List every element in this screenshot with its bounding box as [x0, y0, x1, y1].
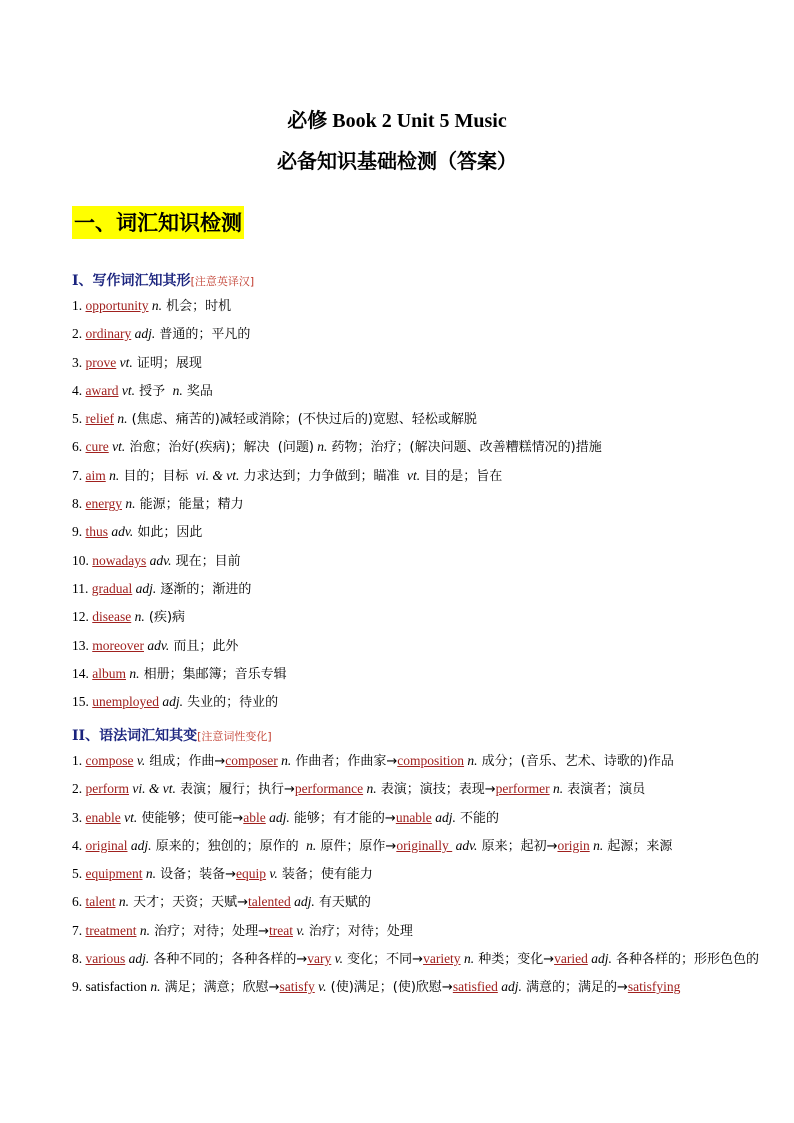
answer-word: album [92, 665, 126, 681]
list-item [72, 462, 732, 490]
part-of-speech: vt. [403, 467, 421, 483]
answer-word: satisfying [627, 979, 681, 995]
part-of-speech: adj. [125, 951, 150, 967]
part-of-speech: n. [313, 439, 328, 455]
part-of-speech: n. [549, 781, 564, 797]
part-of-speech: n. [122, 496, 136, 512]
definition-text: 普通的；平凡的 [155, 327, 251, 343]
part-of-speech: adj. [290, 894, 315, 910]
part1-heading [72, 270, 254, 290]
item-number: 6. [72, 894, 86, 910]
part-of-speech: n. [148, 298, 162, 313]
definition-text: 原来的；独创的；原作的 [151, 838, 303, 854]
definition-text: 逐渐的；渐进的 [156, 581, 252, 597]
part1-word-list [72, 292, 732, 716]
list-item [72, 575, 732, 603]
part-of-speech: n. [464, 753, 478, 768]
answer-word: origin [557, 837, 590, 853]
answer-word: opportunity [85, 298, 149, 313]
list-item [72, 349, 732, 377]
list-item [72, 888, 732, 916]
answer-word: perform [85, 781, 129, 797]
part-of-speech: v. [331, 951, 344, 967]
part-of-speech: adv. [108, 524, 134, 540]
answer-word: award [85, 382, 119, 398]
item-number: 12. [72, 609, 93, 625]
item-number: 10. [72, 552, 93, 568]
list-item [72, 603, 732, 631]
part2-label: II、语法词汇知其变 [72, 728, 198, 744]
page-title: 必修 Book 2 Unit 5 Music [287, 110, 507, 132]
definition-text: 使能够；使可能→ [137, 810, 244, 826]
list-item [72, 747, 732, 775]
answer-word: satisfy [279, 979, 315, 995]
definition-text: 原件；原作→ [316, 838, 397, 854]
answer-word: relief [85, 411, 114, 427]
definition-text: 目的；目标 [119, 468, 193, 484]
part-of-speech: vt. [120, 809, 138, 825]
part-of-speech: n. [136, 922, 150, 938]
answer-word: varied [554, 951, 588, 967]
part1-note: [注意英译汉] [190, 275, 255, 288]
part-of-speech: vt. [108, 439, 126, 455]
part2-note: [注意词性变化] [197, 730, 272, 743]
list-item [72, 945, 759, 973]
part-of-speech: vi. & vt. [128, 781, 176, 797]
part-of-speech: adj. [587, 951, 612, 967]
answer-word: energy [85, 496, 122, 512]
part-of-speech: vi. & vt. [192, 467, 240, 483]
answer-word: cure [85, 439, 109, 455]
part-of-speech: n. [302, 837, 317, 853]
answer-word: performance [294, 781, 364, 797]
answer-word: treatment [85, 922, 137, 938]
answer-word: talent [85, 894, 116, 910]
list-item [72, 433, 732, 461]
definition-text: 而且；此外 [169, 638, 239, 654]
part-of-speech: adv. [143, 637, 170, 653]
answer-word: composition [397, 753, 465, 768]
answer-word: thus [85, 524, 109, 540]
definition-text: 能源；能量；精力 [135, 497, 244, 513]
answer-word: original [85, 837, 128, 853]
list-item [72, 405, 732, 433]
list-item [72, 775, 732, 803]
definition-text: 药物；治疗；(解决问题、改善糟糕情况的)措施 [327, 440, 602, 456]
item-number: 11. [72, 580, 92, 596]
part-of-speech: n. [460, 951, 475, 967]
answer-word: nowadays [92, 552, 147, 568]
part-of-speech: n. [146, 979, 161, 995]
answer-word: composer [225, 753, 278, 768]
item-number: 7. [72, 922, 86, 938]
answer-word: enable [85, 809, 121, 825]
definition-text: 起源；来源 [603, 838, 673, 854]
item-number: 9. [72, 524, 86, 540]
definition-text: 能够；有才能的→ [289, 810, 396, 826]
list-item [72, 632, 732, 660]
definition-text: 授予 [134, 383, 170, 399]
definition-text: 机会；时机 [162, 299, 232, 314]
part-of-speech: v. [314, 979, 327, 995]
item-number: 2. [72, 781, 86, 797]
item-number: 9. [72, 979, 86, 995]
answer-word: equip [236, 866, 267, 882]
definition-text: 天才；天资；天赋→ [129, 895, 249, 911]
part-of-speech: adj. [131, 326, 156, 342]
answer-word: variety [423, 951, 461, 967]
part-of-speech: n. [131, 609, 145, 625]
part-of-speech: v. [266, 866, 278, 882]
part2-word-list [72, 747, 759, 1002]
answer-word: talented [248, 894, 291, 910]
answer-word: disease [92, 609, 132, 625]
definition-text: 满意的；满足的→ [521, 980, 628, 996]
part-of-speech: adv. [452, 837, 478, 853]
part-of-speech: n. [115, 894, 129, 910]
item-number: 3. [72, 354, 86, 370]
list-item [72, 292, 732, 320]
definition-text: 治愈；治好(疾病)；解决 (问题) [125, 440, 314, 456]
definition-text: 失业的；待业的 [183, 695, 279, 711]
definition-text: 如此；因此 [133, 525, 203, 541]
definition-text: (焦虑、痛苦的)减轻或消除；(不快过后的)宽慰、轻松或解脱 [127, 412, 477, 428]
answer-word: aim [85, 467, 106, 483]
definition-text: 治疗；对待；处理→ [149, 923, 270, 939]
item-number: 3. [72, 809, 86, 825]
item-number: 8. [72, 496, 86, 512]
item-number: 1. [72, 753, 86, 768]
definition-text: 证明；展现 [132, 355, 202, 371]
list-item [72, 917, 732, 945]
part-of-speech: adj. [431, 809, 456, 825]
definition-text: (疾)病 [144, 610, 186, 626]
item-number: 14. [72, 665, 93, 681]
definition-text: 目的是；旨在 [420, 468, 503, 484]
answer-word: vary [307, 951, 332, 967]
part-of-speech: adj. [159, 694, 184, 710]
item-number: 7. [72, 467, 86, 483]
answer-word: ordinary [85, 326, 132, 342]
list-item [72, 804, 732, 832]
definition-text: 成分；(音乐、艺术、诗歌的)作品 [477, 754, 674, 769]
section-heading-vocabulary: 一、词汇知识检测 [72, 206, 244, 239]
page-subtitle: 必备知识基础检测（答案） [277, 151, 517, 173]
item-number: 4. [72, 837, 86, 853]
answer-word: prove [85, 354, 117, 370]
part-of-speech: n. [105, 467, 120, 483]
item-number: 5. [72, 411, 86, 427]
definition-text: 现在；目前 [171, 553, 241, 569]
answer-word: various [85, 951, 126, 967]
answer-word: unable [395, 809, 432, 825]
definition-text: 种类；变化→ [474, 952, 555, 968]
list-item [72, 660, 732, 688]
answer-word: unemployed [92, 694, 159, 710]
answer-word: gradual [91, 580, 133, 596]
part-of-speech: n. [142, 866, 156, 882]
answer-word: compose [85, 753, 134, 768]
list-item [72, 832, 732, 860]
list-item [72, 518, 732, 546]
part-of-speech: vt. [116, 354, 133, 370]
part-of-speech: n. [169, 382, 183, 398]
list-item [72, 490, 732, 518]
item-number: 2. [72, 326, 86, 342]
definition-text: 力求达到；力争做到；瞄准 [239, 468, 404, 484]
definition-text: 不能的 [455, 810, 499, 826]
definition-text: 作曲者；作曲家→ [291, 754, 398, 769]
definition-text: 奖品 [182, 383, 213, 399]
definition-text: 满足；满意；欣慰→ [160, 980, 280, 996]
definition-text: 有天赋的 [314, 895, 371, 911]
definition-text: 各种不同的；各种各样的→ [149, 952, 308, 968]
item-number: 4. [72, 382, 86, 398]
definition-text: 装备；使有能力 [277, 867, 373, 883]
part-of-speech: n. [126, 665, 140, 681]
list-item [72, 860, 732, 888]
item-number: 6. [72, 439, 86, 455]
answer-word: originally [396, 837, 453, 853]
part-of-speech: n. [589, 837, 604, 853]
definition-text: 原来；起初→ [477, 838, 558, 854]
part-of-speech: n. [363, 781, 377, 797]
answer-word: equipment [85, 866, 143, 882]
part-of-speech: adj. [132, 580, 157, 596]
part2-heading [72, 725, 272, 745]
list-item [72, 377, 732, 405]
part-of-speech: v. [133, 753, 146, 768]
answer-word: able [243, 809, 266, 825]
list-item [72, 320, 732, 348]
part-of-speech: v. [293, 922, 305, 938]
definition-text: 表演；演技；表现→ [376, 782, 496, 798]
given-word: satisfaction [85, 979, 147, 995]
definition-text: 表演；履行；执行→ [175, 782, 295, 798]
answer-word: treat [269, 922, 293, 938]
answer-word: moreover [92, 637, 144, 653]
part-of-speech: adj. [265, 809, 290, 825]
part-of-speech: n. [277, 753, 292, 768]
definition-text: 相册；集邮簿；音乐专辑 [139, 666, 287, 682]
part-of-speech: n. [113, 411, 128, 427]
definition-text: 变化；不同→ [343, 952, 424, 968]
part-of-speech: adj. [127, 837, 152, 853]
part-of-speech: adj. [497, 979, 522, 995]
list-item [72, 547, 732, 575]
item-number: 15. [72, 694, 93, 710]
item-number: 8. [72, 951, 86, 967]
definition-text: (使)满足；(使)欣慰→ [326, 980, 453, 996]
definition-text: 组成；作曲→ [145, 754, 226, 769]
part-of-speech: adv. [146, 552, 172, 568]
definition-text: 各种各样的；形形色色的 [611, 952, 759, 968]
item-number: 1. [72, 298, 86, 313]
definition-text: 治疗；对待；处理 [304, 923, 413, 939]
definition-text: 表演者；演员 [563, 782, 646, 798]
definition-text: 设备；装备→ [156, 867, 237, 883]
answer-word: performer [495, 781, 550, 797]
part1-label: I、写作词汇知其形 [72, 273, 191, 289]
answer-word: satisfied [452, 979, 498, 995]
list-item [72, 688, 732, 716]
item-number: 13. [72, 637, 93, 653]
list-item [72, 973, 732, 1001]
item-number: 5. [72, 866, 86, 882]
part-of-speech: vt. [118, 382, 135, 398]
